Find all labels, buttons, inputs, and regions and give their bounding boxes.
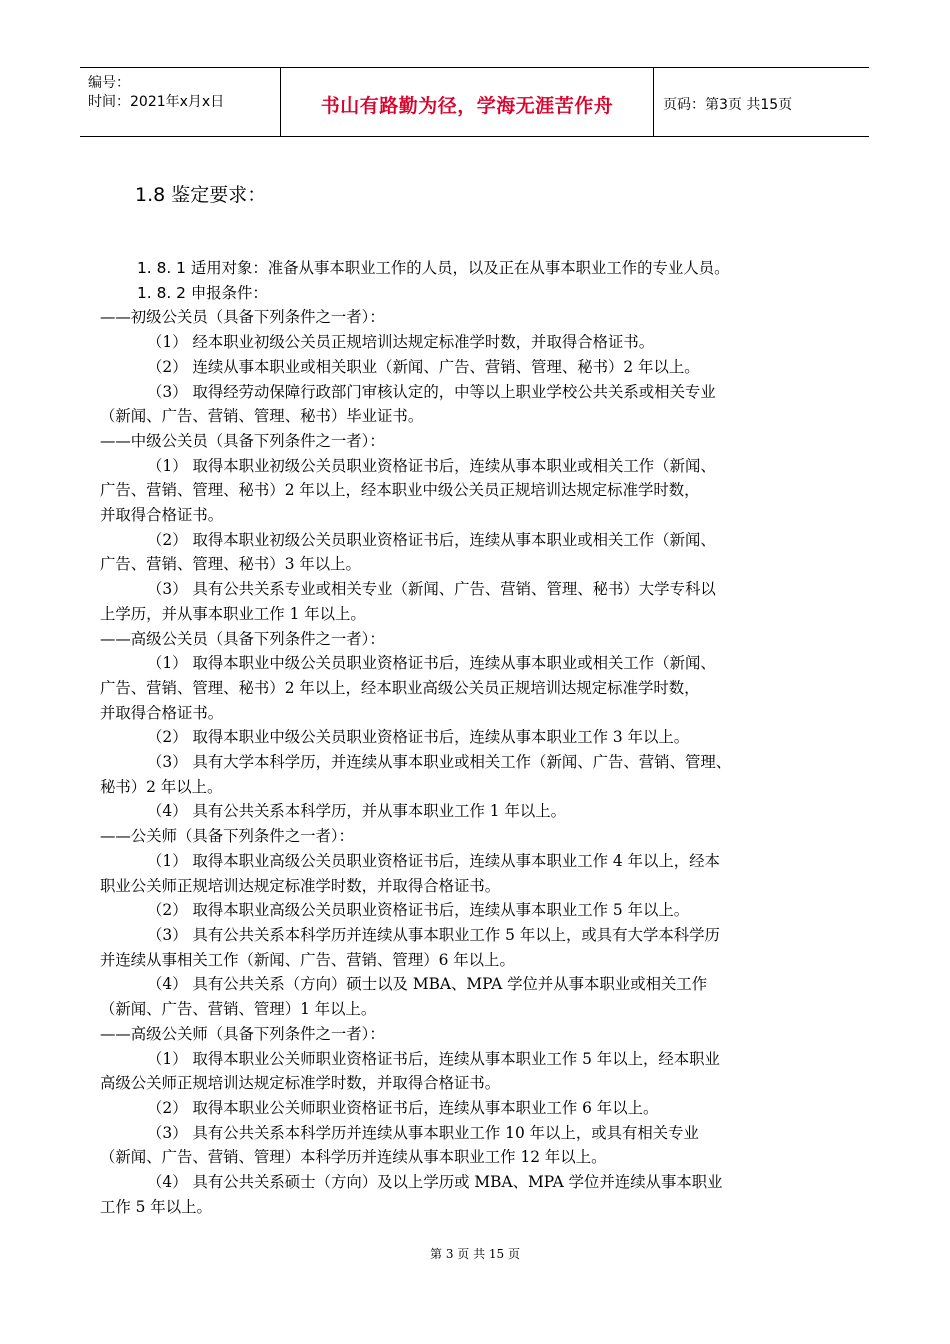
clause-1-8-2: 1. 8. 2 申报条件： [137,283,268,302]
body-line: （1） 取得本职业高级公关员职业资格证书后，连续从事本职业工作 4 年以上，经本 [147,851,720,870]
document-number-label: 编号： [88,75,130,91]
body-line: （3） 具有公共关系本科学历并连续从事本职业工作 5 年以上，或具有大学本科学历 [147,925,720,944]
body-line: 上学历，并从事本职业工作 1 年以上。 [100,604,366,623]
page-footer [0,1245,950,1262]
header-motto-cell [280,68,654,136]
clause-1-8-1: 1. 8. 1 适用对象：准备从事本职业工作的人员，以及正在从事本职业工作的专业人员。 [137,259,730,277]
body-line: （1） 取得本职业公关师职业资格证书后，连续从事本职业工作 5 年以上，经本职业 [147,1049,720,1068]
body-line: （2） 取得本职业中级公关员职业资格证书后，连续从事本职业工作 3 年以上。 [147,728,690,747]
body-line: （3） 取得经劳动保障行政部门审核认定的，中等以上职业学校公共关系或相关专业 [147,382,716,401]
header-info-cell [80,68,280,136]
section-title: 1.8 鉴定要求： [135,184,267,206]
body-line: 广告、营销、管理、秘书）2 年以上，经本职业高级公关员正规培训达规定标准学时数， [100,678,700,697]
level-heading-senior-specialist: ——高级公关师（具备下列条件之一者）： [100,1024,385,1043]
document-date-label: 时间：2021年x月x日 [88,94,225,110]
body-line: 并连续从事相关工作（新闻、广告、营销、管理）6 年以上。 [100,950,515,969]
body-line: （新闻、广告、营销、管理）1 年以上。 [100,1000,377,1019]
body-line: （2） 取得本职业公关师职业资格证书后，连续从事本职业工作 6 年以上。 [147,1098,659,1117]
body-line: 秘书）2 年以上。 [100,777,223,796]
body-line: （3） 具有公共关系专业或相关专业（新闻、广告、营销、管理、秘书）大学专科以 [147,580,716,599]
body-line: 职业公关师正规培训达规定标准学时数，并取得合格证书。 [100,876,501,895]
level-heading-intermediate: ——中级公关员（具备下列条件之一者）： [100,431,385,450]
body-line: （3） 具有大学本科学历，并连续从事本职业或相关工作（新闻、广告、营销、管理、 [147,753,732,772]
body-line: （新闻、广告、营销、管理）本科学历并连续从事本职业工作 12 年以上。 [100,1148,607,1167]
body-line: （2） 取得本职业初级公关员职业资格证书后，连续从事本职业或相关工作（新闻、 [147,530,716,549]
header-page-code: 页码：第3页 共15页 [663,97,793,113]
body-line: （2） 取得本职业高级公关员职业资格证书后，连续从事本职业工作 5 年以上。 [147,901,690,920]
level-heading-pr-specialist: ——公关师（具备下列条件之一者）： [100,827,354,846]
body-line: 广告、营销、管理、秘书）2 年以上，经本职业中级公关员正规培训达规定标准学时数， [100,481,700,500]
body-line: 高级公关师正规培训达规定标准学时数，并取得合格证书。 [100,1074,501,1093]
body-line: （4） 具有公共关系（方向）硕士以及 MBA、MPA 学位并从事本职业或相关工作 [147,975,708,994]
body-line: 并取得合格证书。 [100,703,224,722]
page-header [80,67,869,137]
body-line: （1） 经本职业初级公关员正规培训达规定标准学时数，并取得合格证书。 [147,333,655,352]
level-heading-junior: ——初级公关员（具备下列条件之一者）： [100,308,385,327]
body-line: 工作 5 年以上。 [100,1197,212,1216]
body-line: （2） 连续从事本职业或相关职业（新闻、广告、营销、管理、秘书）2 年以上。 [147,357,700,376]
header-motto: 书山有路勤为径，学海无涯苦作舟 [320,95,614,117]
level-heading-senior: ——高级公关员（具备下列条件之一者）： [100,629,385,648]
body-line: （4） 具有公共关系硕士（方向）及以上学历或 MBA、MPA 学位并连续从事本职业 [147,1173,723,1192]
body-line: 广告、营销、管理、秘书）3 年以上。 [100,555,361,574]
body-line: （新闻、广告、营销、管理、秘书）毕业证书。 [100,407,424,426]
body-line: （4） 具有公共关系本科学历，并从事本职业工作 1 年以上。 [147,802,567,821]
body-line: （3） 具有公共关系本科学历并连续从事本职业工作 10 年以上，或具有相关专业 [147,1123,699,1142]
body-line: （1） 取得本职业中级公关员职业资格证书后，连续从事本职业或相关工作（新闻、 [147,654,716,673]
body-line: 并取得合格证书。 [100,506,224,525]
footer-page-number: 第 3 页 共 15 页 [430,1247,520,1261]
header-page-cell [653,68,869,136]
body-line: （1） 取得本职业初级公关员职业资格证书后，连续从事本职业或相关工作（新闻、 [147,456,716,475]
document-body [100,256,860,1219]
